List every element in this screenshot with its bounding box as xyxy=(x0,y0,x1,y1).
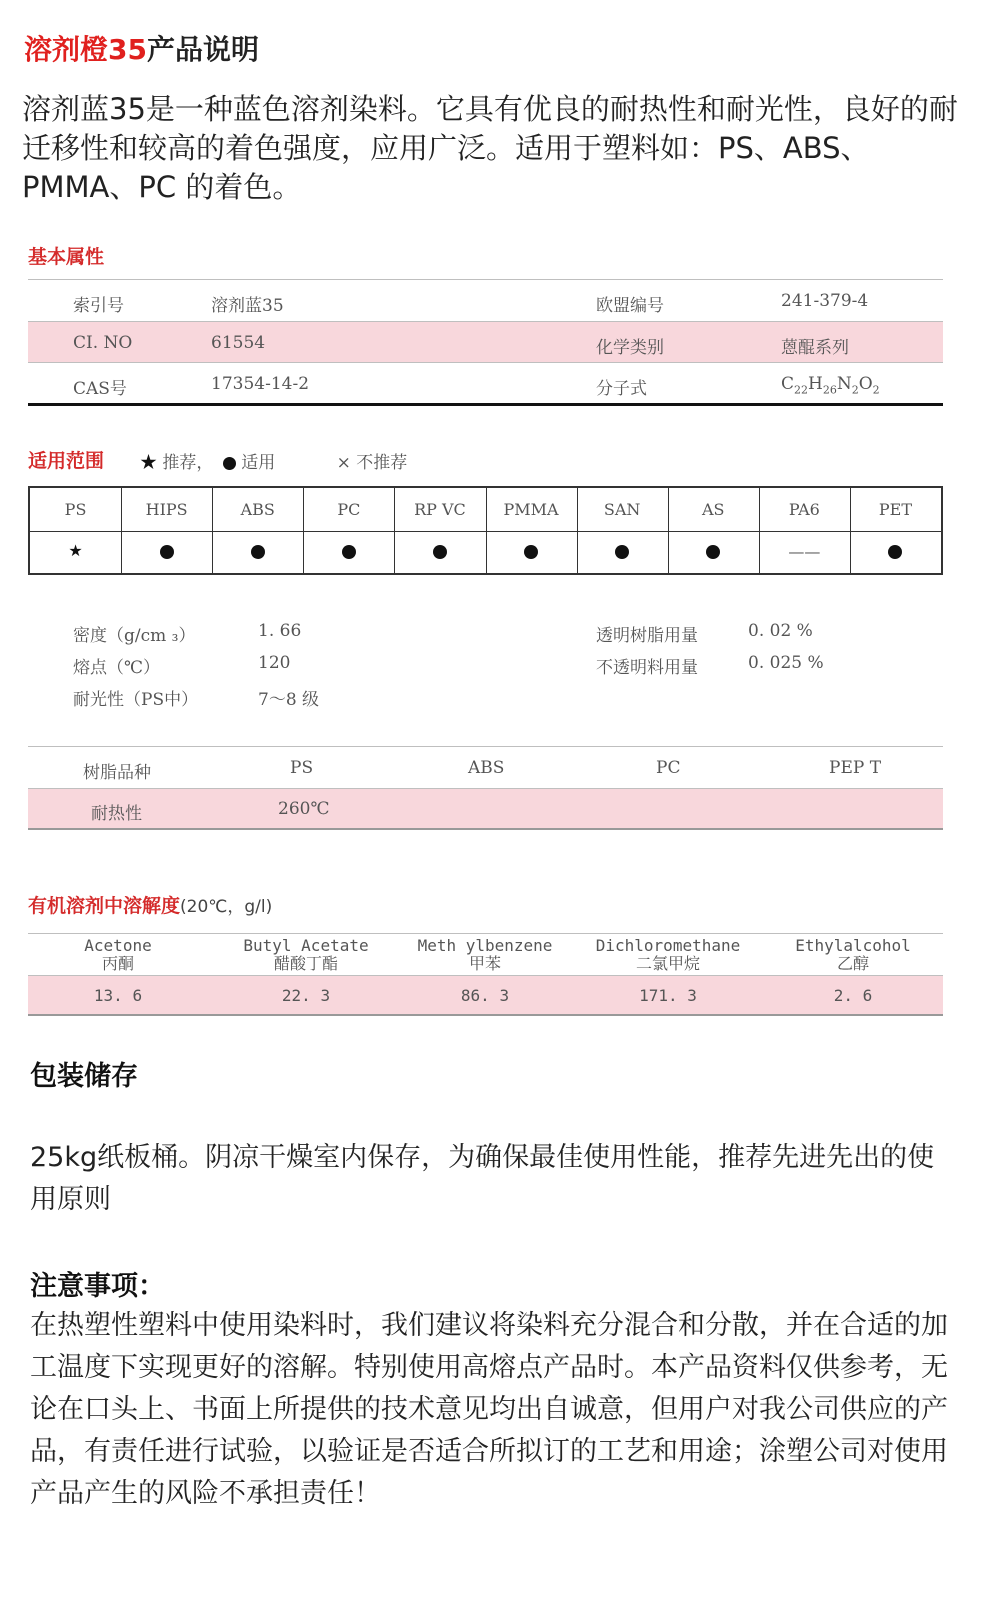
star-icon: ★ xyxy=(140,453,157,473)
usage-column-header: ABS xyxy=(240,500,275,519)
cross-icon: × xyxy=(336,453,351,473)
property-row xyxy=(28,280,943,321)
solubility-value: 13. 6 xyxy=(93,986,143,1005)
property-value: 17354-14-2 xyxy=(211,374,310,394)
solvent-name-en: Ethylalcohol xyxy=(795,936,911,955)
table-bottom-rule xyxy=(28,828,943,830)
legend-recommend: 推荐， xyxy=(162,453,214,473)
usage-column-header: HIPS xyxy=(145,500,188,519)
opaque-dosage-label: 不透明料用量 xyxy=(596,658,698,678)
solubility-value: 22. 3 xyxy=(281,986,331,1005)
property-value: 蒽醌系列 xyxy=(781,338,849,358)
notes-text: 在热塑性塑料中使用染料时，我们建议将染料充分混合和分散，并在合适的加工温度下实现更好的溶解。特别使用高熔点产品时。本产品资料仅供参考，无论在口头上、书面上所提供的技术意见均出自诚意，但用户对我公司供应的产品，有责任进行试验，以验证是否适合所拟订的工艺和用途；涂塑公司对使用产品产生的风险不承担责任！ xyxy=(30,1310,948,1509)
page-title xyxy=(24,28,259,68)
density-value: 1. 66 xyxy=(258,621,302,641)
transparent-dosage-value: 0. 02 % xyxy=(748,621,813,641)
transparent-dosage-label: 透明树脂用量 xyxy=(596,626,698,646)
usage-heading: 适用范围 xyxy=(28,450,105,472)
resin-row-value: 260℃ xyxy=(278,799,330,819)
dot-icon xyxy=(850,544,941,563)
usage-column-header: PET xyxy=(878,500,912,519)
solvent-name-cn: 乙醇 xyxy=(836,954,869,973)
solvent-name-en: Meth ylbenzene xyxy=(417,936,553,955)
dot-icon xyxy=(223,457,236,470)
usage-legend xyxy=(140,448,407,473)
packaging-text: 25kg纸板桶。阴凉干燥室内保存，为确保最佳使用性能，推荐先进先出的使用原则 xyxy=(30,1142,935,1215)
dot-icon xyxy=(486,544,577,563)
density-label: 密度（g/cm ₃） xyxy=(73,626,196,646)
solubility-value: 86. 3 xyxy=(460,986,510,1005)
solubility-unit: (20℃，g/l) xyxy=(180,897,273,917)
property-row xyxy=(28,363,943,404)
resin-header-row xyxy=(28,747,943,788)
usage-column-header: PA6 xyxy=(788,500,820,519)
usage-column-header: SAN xyxy=(603,500,641,519)
intro-paragraph: 溶剂蓝35是一种蓝色溶剂染料。它具有优良的耐热性和耐光性，良好的耐迁移性和较高的着色强度，应用广泛。适用于塑料如：PS、ABS、PMMA、PC 的着色。 xyxy=(22,92,958,204)
usage-column-header: AS xyxy=(701,500,725,519)
star-icon: ★ xyxy=(68,541,83,560)
basic-properties-heading: 基本属性 xyxy=(28,246,105,268)
solubility-header-row xyxy=(28,934,943,974)
usage-column-header: PMMA xyxy=(503,500,559,519)
table-bottom-rule xyxy=(28,403,943,406)
resin-header-cell: PEP T xyxy=(829,758,882,778)
dot-icon xyxy=(121,544,212,563)
dot-icon xyxy=(668,544,759,563)
resin-header-cell: ABS xyxy=(468,758,505,778)
resin-data-row xyxy=(28,789,943,828)
property-key: CAS号 xyxy=(73,379,127,399)
property-value: 61554 xyxy=(211,333,266,353)
property-key: 分子式 xyxy=(596,379,647,399)
solvent-name-en: Acetone xyxy=(84,936,152,955)
solvent-name-cn: 丙酮 xyxy=(101,954,134,973)
solvent-header xyxy=(216,937,396,973)
table-bottom-rule xyxy=(28,1014,943,1016)
legend-suitable: 适用 xyxy=(241,453,276,473)
solvent-name-cn: 甲苯 xyxy=(468,954,501,973)
property-key: 欧盟编号 xyxy=(596,296,664,316)
legend-not-recommended: 不推荐 xyxy=(356,453,408,473)
melting-point-value: 120 xyxy=(258,653,291,673)
solubility-title: 有机溶剂中溶解度 xyxy=(28,895,181,917)
solvent-name-en: Butyl Acetate xyxy=(243,936,369,955)
property-key: 索引号 xyxy=(73,296,124,316)
molecular-formula: $C_{22}H_{26}N_2O_2$ xyxy=(781,374,880,397)
resin-row-label: 耐热性 xyxy=(91,804,142,824)
usage-column-header: PC xyxy=(337,500,361,519)
resin-header-cell: 树脂品种 xyxy=(83,763,151,783)
light-fastness-value: 7～8 级 xyxy=(258,690,320,710)
usage-grid xyxy=(28,486,943,575)
packaging-heading: 包装储存 xyxy=(30,1061,138,1092)
dot-icon xyxy=(212,544,303,563)
property-key: 化学类别 xyxy=(596,338,664,358)
solvent-header xyxy=(28,937,208,973)
usage-column-header: PS xyxy=(64,500,87,519)
dash-mark: —— xyxy=(788,542,821,561)
solvent-header xyxy=(578,937,758,973)
dot-icon xyxy=(303,544,394,563)
solvent-header xyxy=(395,937,575,973)
resin-header-cell: PS xyxy=(290,758,314,778)
solubility-value: 171. 3 xyxy=(639,986,697,1005)
solvent-name-cn: 醋酸丁酯 xyxy=(273,954,338,973)
property-value: 241-379-4 xyxy=(781,291,869,311)
light-fastness-label: 耐光性（PS中） xyxy=(73,690,199,710)
solvent-name-cn: 二氯甲烷 xyxy=(635,954,700,973)
dot-icon xyxy=(394,544,485,563)
opaque-dosage-value: 0. 025 % xyxy=(748,653,824,673)
notes-heading: 注意事项： xyxy=(30,1271,165,1302)
usage-column-header: RP VC xyxy=(414,500,466,519)
solubility-value: 2. 6 xyxy=(833,986,873,1005)
resin-header-cell: PC xyxy=(656,758,681,778)
dot-icon xyxy=(577,544,668,563)
melting-point-label: 熔点（℃） xyxy=(73,658,161,678)
solvent-header xyxy=(763,937,943,973)
property-row xyxy=(28,322,943,363)
solubility-value-row xyxy=(28,976,943,1014)
property-key: CI. NO xyxy=(73,333,133,353)
title-suffix: 产品说明 xyxy=(146,33,259,66)
property-value: 溶剂蓝35 xyxy=(211,296,284,316)
title-product-name: 溶剂橙35 xyxy=(24,33,147,66)
solubility-heading xyxy=(28,891,272,918)
solvent-name-en: Dichloromethane xyxy=(595,936,741,955)
